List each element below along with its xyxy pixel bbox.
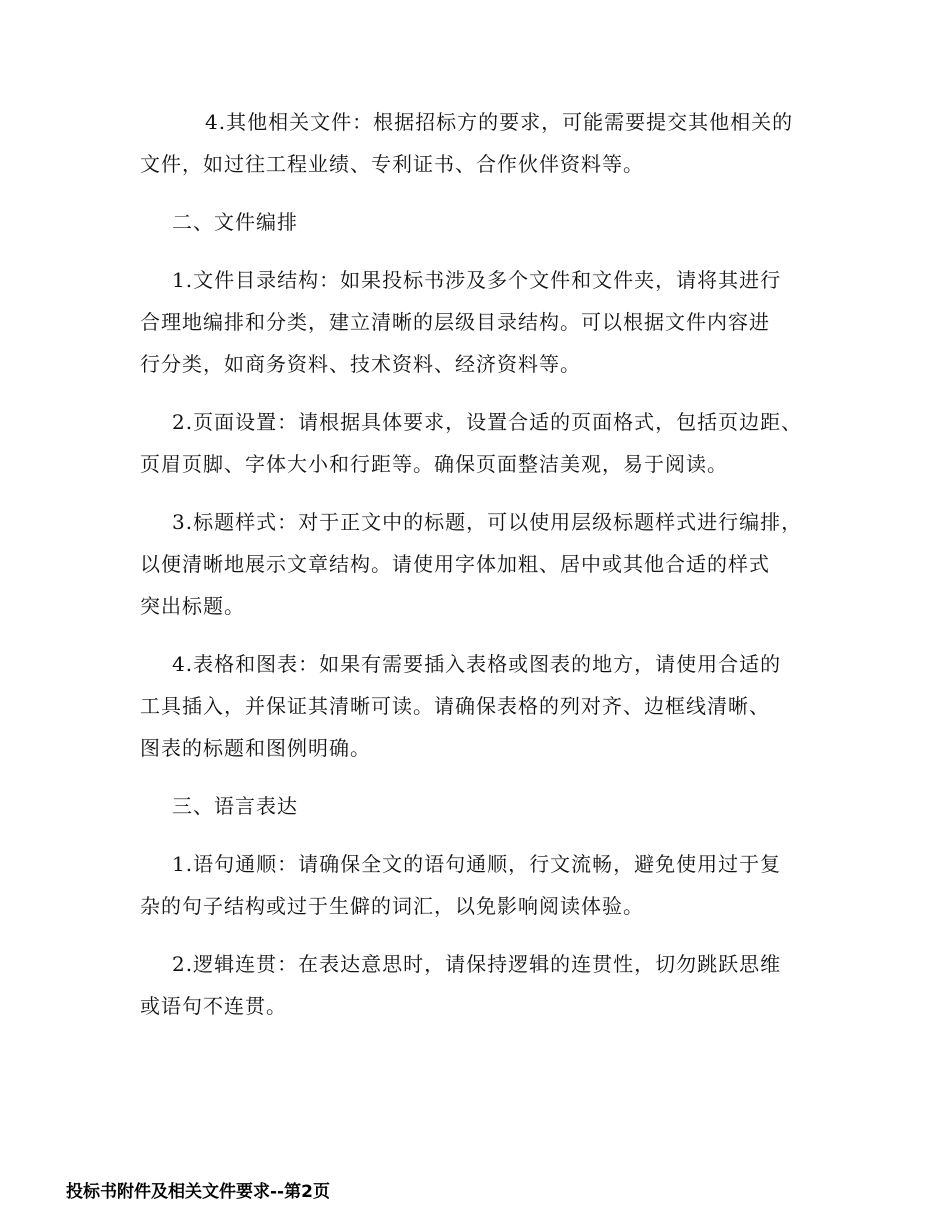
paragraph-line: 工具插入，并保证其清晰可读。请确保表格的列对齐、边框线清晰、 [140, 694, 770, 718]
paragraph-line: 4.表格和图表：如果有需要插入表格或图表的地方，请使用合适的 [172, 652, 782, 676]
paragraph-line: 4.其他相关文件：根据招标方的要求，可能需要提交其他相关的 [205, 110, 794, 134]
page-footer: 投标书附件及相关文件要求--第2页 [66, 1182, 330, 1202]
paragraph-line: 合理地编排和分类，建立清晰的层级目录结构。可以根据文件内容进 [140, 310, 770, 334]
paragraph-line: 2.逻辑连贯：在表达意思时，请保持逻辑的连贯性，切勿跳跃思维 [172, 952, 782, 976]
paragraph-line: 图表的标题和图例明确。 [140, 736, 371, 760]
paragraph-line: 行分类，如商务资料、技术资料、经济资料等。 [140, 352, 581, 376]
section-heading: 二、文件编排 [172, 210, 298, 234]
paragraph-line: 3.标题样式：对于正文中的标题，可以使用层级标题样式进行编排， [172, 510, 803, 534]
section-heading: 三、语言表达 [172, 794, 298, 818]
paragraph-line: 突出标题。 [140, 594, 245, 618]
paragraph-line: 杂的句子结构或过于生僻的词汇，以免影响阅读体验。 [140, 894, 644, 918]
paragraph-line: 以便清晰地展示文章结构。请使用字体加粗、居中或其他合适的样式 [140, 552, 770, 576]
paragraph-line: 1.文件目录结构：如果投标书涉及多个文件和文件夹，请将其进行 [172, 268, 782, 292]
paragraph-line: 页眉页脚、字体大小和行距等。确保页面整洁美观，易于阅读。 [140, 452, 728, 476]
paragraph-line: 或语句不连贯。 [140, 994, 287, 1018]
paragraph-line: 2.页面设置：请根据具体要求，设置合适的页面格式，包括页边距、 [172, 410, 803, 434]
paragraph-line: 文件，如过往工程业绩、专利证书、合作伙伴资料等。 [140, 152, 644, 176]
paragraph-line: 1.语句通顺：请确保全文的语句通顺，行文流畅，避免使用过于复 [172, 852, 782, 876]
